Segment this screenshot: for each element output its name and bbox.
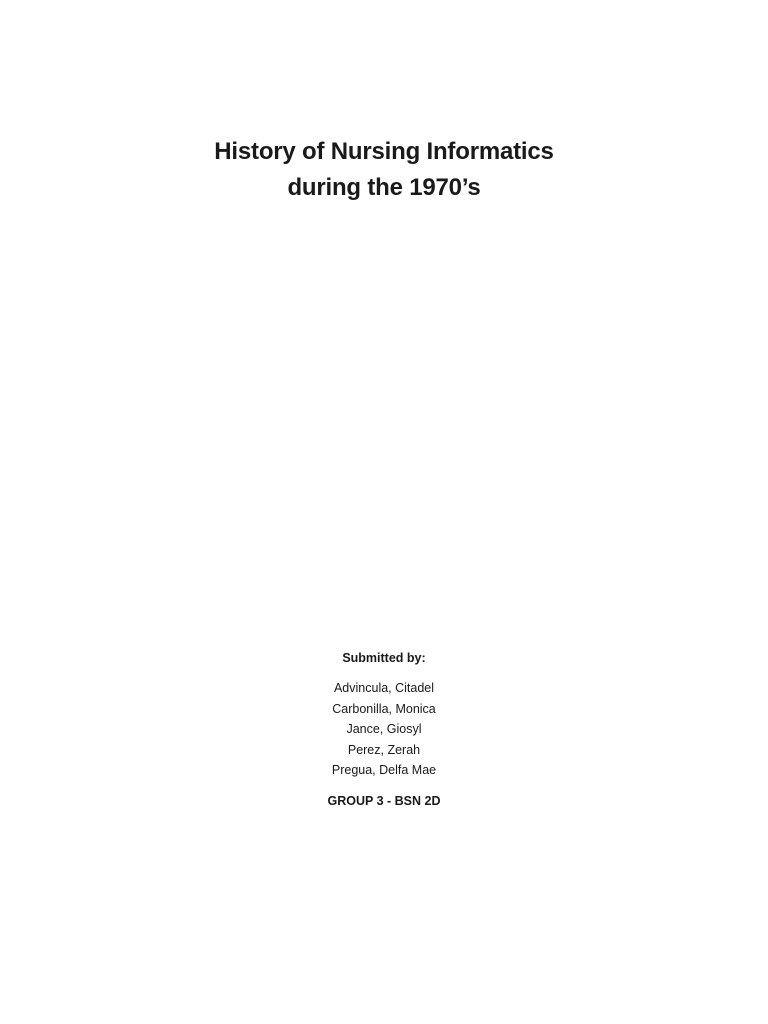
title-line-1: History of Nursing Informatics bbox=[214, 138, 554, 165]
document-title bbox=[0, 134, 768, 206]
member-list bbox=[0, 678, 768, 781]
submitted-by-label: Submitted by: bbox=[342, 651, 426, 665]
member-name: Advincula, Citadel bbox=[333, 681, 435, 695]
member-name: Carbonilla, Monica bbox=[332, 701, 436, 716]
group-label: GROUP 3 - BSN 2D bbox=[327, 794, 441, 808]
member-name: Pregua, Delfa Mae bbox=[331, 763, 437, 777]
member-name: Jance, Giosyl bbox=[346, 722, 422, 736]
title-line-2: during the 1970’s bbox=[287, 174, 481, 201]
member-name: Perez, Zerah bbox=[347, 742, 421, 757]
